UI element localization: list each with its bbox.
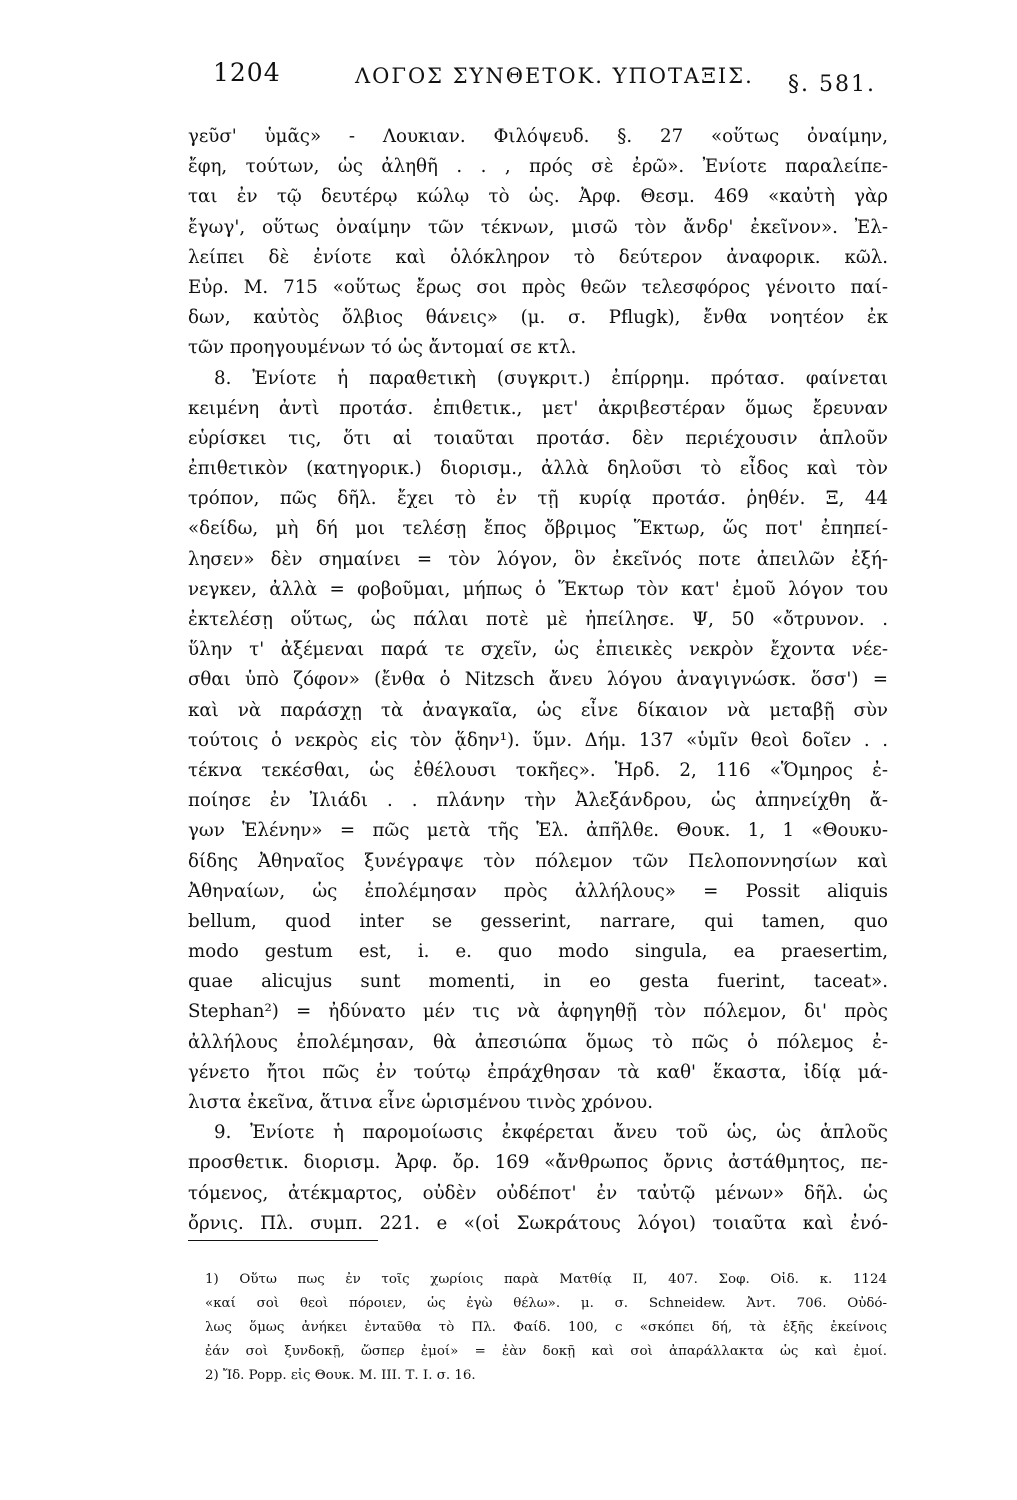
text-line: ται ἐν τῷ δευτέρῳ κώλῳ τὸ ὡς. Ἀρφ. Θεσμ. 469 «καὐτὴ γὰρ xyxy=(188,186,888,208)
text-line: τέκνα τεκέσθαι, ὡς ἐθέλουσι τοκῆες». Ἡρδ. 2, 116 «Ὅμηρος ἐ- xyxy=(188,759,888,781)
text-line: Stephan²) = ἠδύνατο μέν τις νὰ ἀφηγηθῇ τὸν πόλεμον, δι' πρὸς xyxy=(188,1001,888,1023)
text-line: κειμένη ἀντὶ προτάσ. ἐπιθετικ., μετ' ἀκριβεστέραν ὅμως ἔρευναν xyxy=(188,397,888,419)
text-line: ἔγωγ', οὕτως ὀναίμην τῶν τέκνων, μισῶ τὸν ἄνδρ' ἐκεῖνον». Ἐλ- xyxy=(188,216,888,238)
text-line: δίδης Ἀθηναῖος ξυνέγραψε τὸν πόλεμον τῶν Πελοποννησίων καὶ xyxy=(188,850,888,872)
page-number: 1204 xyxy=(213,58,281,87)
footnote-divider xyxy=(188,1240,378,1241)
text-line: τρόπον, πῶς δῆλ. ἔχει τὸ ἐν τῇ κυρίᾳ προτάσ. ῥηθέν. Ξ, 44 xyxy=(188,488,888,510)
footnote-line: «καί σοὶ θεοὶ πόροιεν, ὡς ἐγὼ θέλω». μ. σ. Schneidew. Ἀντ. 706. Οὐδό- xyxy=(205,1296,887,1311)
footnote-line: ἐάν σοὶ ξυνδοκῇ, ὥσπερ ἐμοί» = ἐὰν δοκῇ καὶ σοὶ ἀπαράλλακτα ὡς καὶ ἐμοί. xyxy=(205,1344,887,1359)
text-line: ποίησε ἐν Ἰλιάδι . . πλάνην τὴν Ἀλεξάνδρου, ὡς ἀπηνείχθη ἄ- xyxy=(188,790,888,812)
paragraph-9-start: 9. Ἐνίοτε ἡ παρομοίωσις ἐκφέρεται ἄνευ τοῦ ὡς, ὡς ἁπλοῦς xyxy=(214,1122,888,1144)
text-line: τούτοις ὁ νεκρὸς εἰς τὸν ᾅδην¹). ὕμν. Δήμ. 137 «ὑμῖν θεοὶ δοῖεν . . xyxy=(188,729,888,751)
text-line: γεῦσ' ὑμᾶς» - Λουκιαν. Φιλόψευδ. §. 27 «οὕτως ὀναίμην, xyxy=(188,126,888,147)
text-line: Εὐρ. Μ. 715 «οὕτως ἔρως σοι πρὸς θεῶν τελεσφόρος γένοιτο παί- xyxy=(188,276,888,298)
text-line: ἔφη, τούτων, ὡς ἀληθῆ . . , πρός σὲ ἐρῶ». Ἐνίοτε παραλείπε- xyxy=(188,156,888,178)
text-line: προσθετικ. διορισμ. Ἀρφ. ὄρ. 169 «ἄνθρωπος ὄρνις ἀστάθμητος, πε- xyxy=(188,1152,888,1174)
paragraph-8-start: 8. Ἐνίοτε ἡ παραθετικὴ (συγκριτ.) ἐπίρρημ. πρότασ. φαίνεται xyxy=(214,367,888,389)
text-line: λησεν» δὲν σημαίνει = τὸν λόγον, ὃν ἐκεῖνός ποτε ἀπειλῶν ἐξή- xyxy=(188,548,888,570)
text-line: δων, καὐτὸς ὄλβιος θάνεις» (μ. σ. Pflugk), ἔνθα νοητέον ἐκ xyxy=(188,307,888,329)
text-line: λιστα ἐκεῖνα, ἅτινα εἶνε ὡρισμένου τινὸς χρόνου. xyxy=(188,1092,654,1113)
text-line: εὑρίσκει τις, ὅτι αἱ τοιαῦται προτάσ. δὲν περιέχουσιν ἁπλοῦν xyxy=(188,427,888,449)
footnote-line: 2) Ἴδ. Popp. εἰς Θουκ. Μ. III. Τ. I. σ. 16. xyxy=(205,1368,476,1383)
text-line: καὶ νὰ παράσχῃ τὰ ἀναγκαῖα, ὡς εἶνε δίκαιον νὰ μεταβῇ σὺν xyxy=(188,699,888,721)
text-line: modo gestum est, i. e. quo modo singula, ea praesertim, xyxy=(188,941,888,963)
text-line: γων Ἑλένην» = πῶς μετὰ τῆς Ἑλ. ἀπῆλθε. Θουκ. 1, 1 «Θουκυ- xyxy=(188,820,888,842)
text-line: ὄρνις. Πλ. συμπ. 221. e «(οἱ Σωκράτους λόγοι) τοιαῦτα καὶ ἐνό- xyxy=(188,1212,888,1234)
text-line: «δείδω, μὴ δή μοι τελέσῃ ἔπος ὄβριμος Ἕκτωρ, ὥς ποτ' ἐπηπεί- xyxy=(188,518,888,540)
text-line: Ἀθηναίων, ὡς ἐπολέμησαν πρὸς ἀλλήλους» = Possit aliquis xyxy=(188,880,888,902)
page-header xyxy=(0,58,1017,98)
text-line: ἐπιθετικὸν (κατηγορικ.) διορισμ., ἀλλὰ δηλοῦσι τὸ εἶδος καὶ τὸν xyxy=(188,458,888,480)
text-line: ἐκτελέσῃ οὕτως, ὡς πάλαι ποτὲ μὲ ἠπείλησε. Ψ, 50 «ὄτρυνον. . xyxy=(188,609,888,630)
text-line: quae alicujus sunt momenti, in eo gesta fuerint, taceat». xyxy=(188,971,888,993)
footnote-line: λως ὅμως ἀνήκει ἐνταῦθα τὸ Πλ. Φαίδ. 100, c «σκόπει δή, τὰ ἑξῆς ἐκείνοις xyxy=(205,1320,887,1335)
text-line: νεγκεν, ἀλλὰ = φοβοῦμαι, μήπως ὁ Ἕκτωρ τὸν κατ' ἐμοῦ λόγον του xyxy=(188,578,888,600)
text-line: γένετο ἤτοι πῶς ἐν τούτῳ ἐπράχθησαν τὰ καθ' ἕκαστα, ἰδίᾳ μά- xyxy=(188,1061,888,1083)
text-line: λείπει δὲ ἐνίοτε καὶ ὁλόκληρον τὸ δεύτερον ἀναφορικ. κῶλ. xyxy=(188,246,888,268)
text-line: σθαι ὑπὸ ζόφον» (ἔνθα ὁ Nitzsch ἄνευ λόγου ἀναγιγνώσκ. ὅσσ') = xyxy=(188,669,888,691)
text-line: τόμενος, ἀτέκμαρτος, οὐδὲν οὐδέποτ' ἐν ταὐτῷ μένων» δῆλ. ὡς xyxy=(188,1182,888,1204)
footnotes xyxy=(205,1268,887,1388)
text-line: ἀλλήλους ἐπολέμησαν, θὰ ἀπεσιώπα ὅμως τὸ πῶς ὁ πόλεμος ἐ- xyxy=(188,1031,888,1053)
main-text xyxy=(188,122,888,1239)
section-number: §. 581. xyxy=(788,72,876,97)
footnote-line: 1) Οὕτω πως ἐν τοῖς χωρίοις παρὰ Ματθίᾳ II, 407. Σοφ. Οἰδ. κ. 1124 xyxy=(205,1272,887,1287)
text-line: bellum, quod inter se gesserint, narrare, qui tamen, quo xyxy=(188,910,888,932)
running-title: ΛΟΓΟΣ ΣΥΝΘΕΤΟΚ. ΥΠΟΤΑΞΙΣ. xyxy=(355,64,754,88)
text-line: τῶν προηγουμένων τό ὡς ἄντομαί σε κτλ. xyxy=(188,337,577,359)
text-line: ὕλην τ' ἀξέμεναι παρά τε σχεῖν, ὡς ἐπιεικὲς νεκρὸν ἔχοντα νέε- xyxy=(188,639,888,661)
